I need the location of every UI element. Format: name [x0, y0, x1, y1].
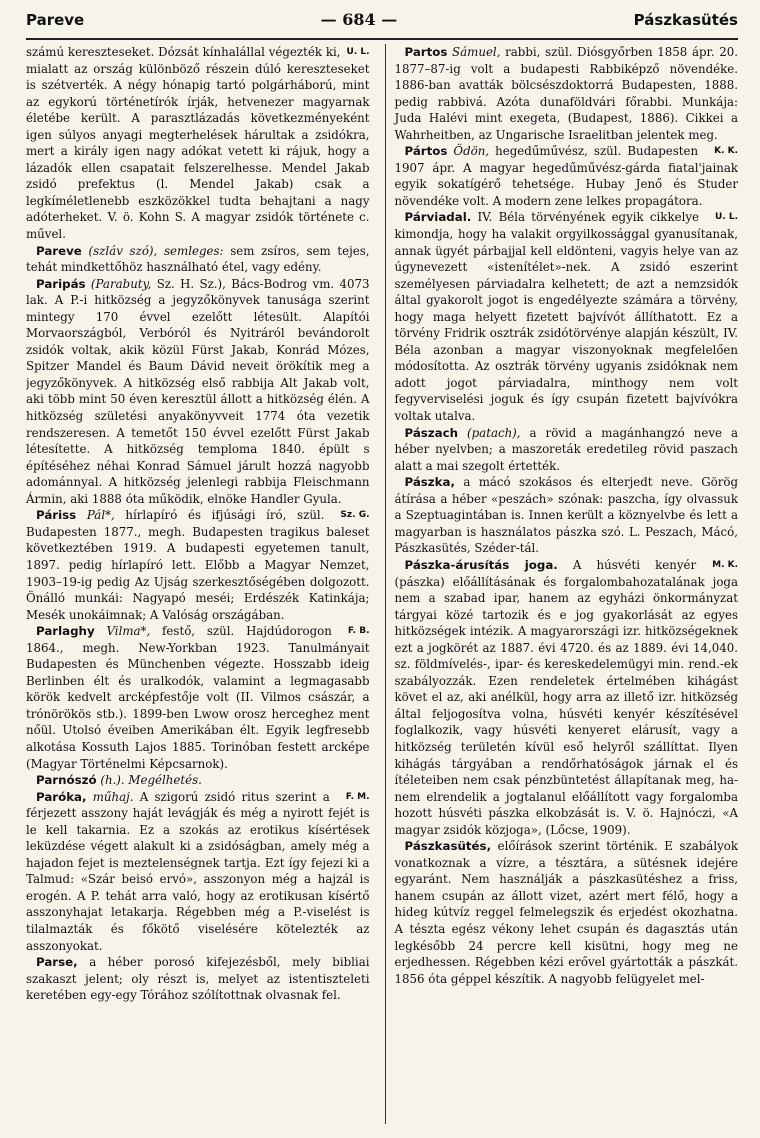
entry-headword: Parlaghy — [36, 624, 95, 639]
dictionary-entry — [26, 243, 370, 276]
entry-text: a héber porosó kifejezésből, mely bibliai szakaszt jelent; oly részt is, melyet az istentiszteleti keretében egy-egy Tórához szólítottnak olvasnak fel. — [26, 955, 370, 1003]
entry-text: a mácó szokásos és elterjedt neve. Görög átírása a héber «peszách» szónak: paszcha, így olvassuk a Szeptuagintában is. Innen került a köznyelvbe és lett a magyarban is használatos pászka szó. L. Peszach, Mácó, Pászkasütés, Széder-tál. — [394, 475, 739, 556]
entry-text: hegedűművész, szül. Budapesten 1907 ápr. A magyar hegedűművész-gárda fiatal'jainak egyik sokatígérő tehetsége. Hubay Jenő és Studer növendéke volt. A modern zene lelkes propagátora. — [394, 144, 739, 208]
page-header — [26, 10, 738, 34]
entry-headword: Paróka, — [36, 789, 87, 804]
entry-subhead: (patach), — [467, 425, 521, 440]
author-signature: Sz. G. — [340, 510, 370, 521]
entry-headword: Pászka, — [404, 475, 455, 490]
header-rule — [26, 38, 738, 40]
author-signature: F. B. — [347, 626, 370, 637]
author-signature: K. K. — [714, 146, 739, 157]
dictionary-entry — [395, 425, 739, 475]
entry-subhead: Ödön, — [453, 144, 490, 159]
running-head-right: Pászkasütés — [633, 11, 738, 29]
entry-headword: Paripás — [36, 276, 86, 291]
entry-text: sem zsíros, sem tejes, tehát mindkettőhöz használható étel, vagy edény. — [26, 243, 370, 275]
entry-headword: Partos — [404, 45, 448, 59]
dictionary-entry — [395, 44, 739, 143]
running-head-left: Pareve — [26, 11, 85, 29]
entry-headword: Parse, — [36, 955, 78, 970]
dictionary-entry — [395, 143, 739, 209]
entry-headword: Párviadal. — [404, 210, 472, 225]
entry-subhead: Vilma*, — [106, 624, 151, 639]
entry-text: számú kereszteseket. Dózsát kínhalállal végezték ki, mialatt az ország különböző részein dúló kereszteseket is szétverték. A négy hónapig tartó polgárháború, mint az egykorú történetírók írják, hetvenezer magyarnak életébe került. A parasztlázadás következményeként igen súlyos anyagi megterhelések hárultak a zsidókra, mert a király igen nagy adókat vetett ki rájuk, hogy a lázadók ellen csapatait felszerelhesse. Mendel Jakab zsidó prefektus (l. Mendel Jakab) csak a legkíméletlenebb eszközökkel tudta behajtani a nagy adóterheket. V. ö. Kohn S. A magyar zsidók története c. művel. — [26, 45, 370, 242]
entry-headword: Pászkasütés, — [404, 839, 492, 854]
entry-text: előírások szerint történik. E szabályok vonatkoznak a vízre, a tésztára, a sütésnek idejére egyaránt. Nem használják a pászkasütéshez a friss, hanem csupán az állott vizet, azért mert félő, hogy a hideg kútvíz reggel felmelegszik és erjedést okozhatna. A tészta egész vékony lehet csupán és dagasztás után legkésőbb 24 percre kell kisütni, hogy meg ne erjedhessen. Régebben kézi erővel gyártották a pászkát. 1856 óta géppel készítik. A nagyobb felügyelet mel- — [394, 839, 739, 986]
dictionary-entry — [395, 209, 739, 424]
entry-text: festő, szül. Hajdúdorogon 1864., megh. New-Yorkban 1923. Tanulmányait Budapesten és Münchenben végezte. Hosszabb ideig Berlinben élt és uralkodók, valamint a legmagasabb körök kedvelt arcképfestője volt (II. Vilmos császár, a trónörökös stb.). 1899-ben Lwow orosz herceghez ment nőül. Utolsó éveiben Amerikában élt. Egyik legfresebb alkotása Kossuth Lajos 1885. Torinóban festett arcképe (Magyar Történelmi Képcsarnok). — [26, 624, 370, 771]
entry-text: A szigorú zsidó ritus szerint a férjezett asszony haját levágják és még a nyirott fejét is le kell takarnia. Ez a szokás az erotikus kísértések leküzdése végett alakult ki a zsidóságban, amely még a hajadon fejet is meztelenségnek tartja. Ezt így fejezi ki a Talmud: «Szár beisó ervó», asszonyon még a hajzál is erogén. A P. tehát arra való, hogy az erotikusan kísértő asszonyhajat letakarja. Régebben még a P.-viselést is tilalmazták és főkötő viselésére kötelezték az asszonyokat. — [26, 789, 370, 953]
entry-text: hírlapíró és ifjúsági író, szül. Budapesten 1877., megh. Budapesten tragikus baleset következtében 1919. A budapesti egyetemen tanult, 1897. pedig hírlapíró lett. Előbb a Magyar Nemzet, 1903–19-ig pedig Az Ujság szerkesztőségében dolgozott. Önálló munkái: Nagyapó meséi; Erdészék Katinkája; Mesék unokáimnak; A Valóság országában. — [26, 508, 370, 622]
dictionary-entry — [26, 507, 370, 623]
column-separator — [385, 44, 386, 1124]
page-number: — 684 — — [320, 10, 398, 29]
author-signature: U. L. — [346, 47, 370, 57]
entry-headword: Pászka-árusítás joga. — [404, 557, 558, 572]
author-signature: F. M. — [345, 791, 370, 802]
entry-headword: Parnószó — [36, 773, 97, 788]
entry-subhead: (Parabuty, — [90, 276, 152, 291]
columns — [26, 44, 738, 1124]
entry-text: a rövid a magánhangzó neve a héber nyelvben; a maszoreták eredetileg rövid paszach alatt a mai szegolt értették. — [394, 425, 739, 473]
author-signature: U. L. — [715, 212, 739, 223]
entry-text: A húsvéti kenyér (pászka) előállításának és forgalombahozatalának joga nem a szabad ipar, hanem az egyházi önkormányzat tárgyai közé tartozik és e jog gyakorlását az egyes hitközségek intézik. A magyarországi izr. hitközségeknek ezt a jogkörét az 1887. évi 4720. és az 1889. évi 14,040. sz. földmívelés-, ipar- és kereskedelemügyi min. rend.-ek szabályozzák. Ezen rendeletek értelmében kihágást követ el az, aki anélkül, hogy arra az illető izr. hitközség által feljogosítva volna, húsvéti kenyér készítésével foglalkozik, vagy húsvéti kenyeret elárusít, vagy a hitközség területén kívül eső helyről szállíttat. Ilyen kihágás tárgyában a rendőrhatóságok járnak el és ítéleteiben nem csak pénzbüntetést állapítanak meg, hanem elrendelik a jogtalanul előállított vagy forgalomba hozott húsvéti pászka elkobzását is. V. ö. Hajnóczi, «A magyar zsidók közjoga», (Lőcse, 1909). — [394, 557, 739, 837]
entry-subhead: (h.). Megélhetés. — [100, 773, 202, 788]
right-column — [392, 44, 739, 1122]
dictionary-entry — [395, 474, 739, 557]
entry-text: Sz. H. Sz.), Bács-Bodrog vm. 4073 lak. A P.-i hitközség a jegyzőkönyvek tanusága szerint mintegy 170 évvel ezelőtt létesült. Alapítói Morvaországból, Verbóról és Nyitráról bevándorolt zsidók voltak, akik közül Fürst Jakab, Konrád Mózes, Spitzer Mandel és Baum Dávid neveit örökítik meg a jegyzőkönyvek. A hitközség első rabbija Alt Jakab volt, aki több mint 50 éven keresztül állott a hitközség élén. A hitközség születési anyakönyvveit 1774 óta vezetik rendszeresen. A temetőt 150 évvel ezelőtt Fürst Jakab létesítette. A hitközség temploma 1840. épült s építéséhez néhai Konrad Sámuel járult hozzá nagyobb adománnyal. A hitközség jelenlegi rabbija Fleischmann Ármin, aki 1888 óta működik, elnöke Handler Gyula. — [26, 276, 370, 506]
entry-text: rabbi, szül. Diósgyőrben 1858 ápr. 20. 1877–87-ig volt a budapesti Rabbiképző növendéke. 1886-ban avatták bölcsészdoktorrá Budapesten, 1888. pedig rabbivá. Azóta dunaföldvári főrabbi. Munkája: Juda Halévi mint exegeta, (Budapest, 1886). Cikkei a Wahrheitben, az Ungarische Israelitban jelentek meg. — [394, 45, 739, 142]
entry-headword: Páriss — [36, 508, 77, 523]
entry-subhead: Sámuel, — [452, 45, 501, 59]
dictionary-entry — [395, 557, 739, 838]
dictionary-entry — [26, 276, 370, 508]
entry-headword: Pareve — [36, 243, 82, 258]
author-signature: M. K. — [712, 559, 739, 570]
entry-subhead: Pál*, — [86, 508, 115, 523]
dictionary-entry — [26, 44, 370, 243]
entry-headword: Pászach — [404, 425, 459, 440]
dictionary-entry — [26, 789, 370, 954]
entry-subhead: (szláv szó), semleges: — [88, 243, 224, 258]
dictionary-entry — [26, 772, 370, 789]
dictionary-entry — [26, 954, 370, 1004]
entry-subhead: műhaj. — [92, 789, 134, 804]
dictionary-entry — [395, 838, 739, 987]
dictionary-entry — [26, 623, 370, 772]
entry-headword: Pártos — [404, 144, 448, 159]
left-column — [26, 44, 379, 1122]
entry-text: IV. Béla törvényének egyik cikkelye kimondja, hogy ha valakit orgyilkossággal gyanusítanak, annak ügyét párbajjal kell eldönteni, vagyis helye van az úgynevezett «istenítélet»-nek. A zsidó eszerint személyesen párviadalra kelhetett; de azt a nemzsidók által gyakorolt jogot is engedélyezte számára a törvény, hogy maga helyett fizetett bajvívót állíthatott. Ez a törvény Fridrik osztrák zsidótörvénye alapján készült, IV. Béla azonban a magyar viszonyoknak megfelelően módosította. Az osztrák törvény ugyanis zsidóknak nem adott jogot párviadalra, minthogy nem volt fegyverviselési joguk és így csupán fizetett bajvívókra voltak utalva. — [394, 210, 739, 424]
